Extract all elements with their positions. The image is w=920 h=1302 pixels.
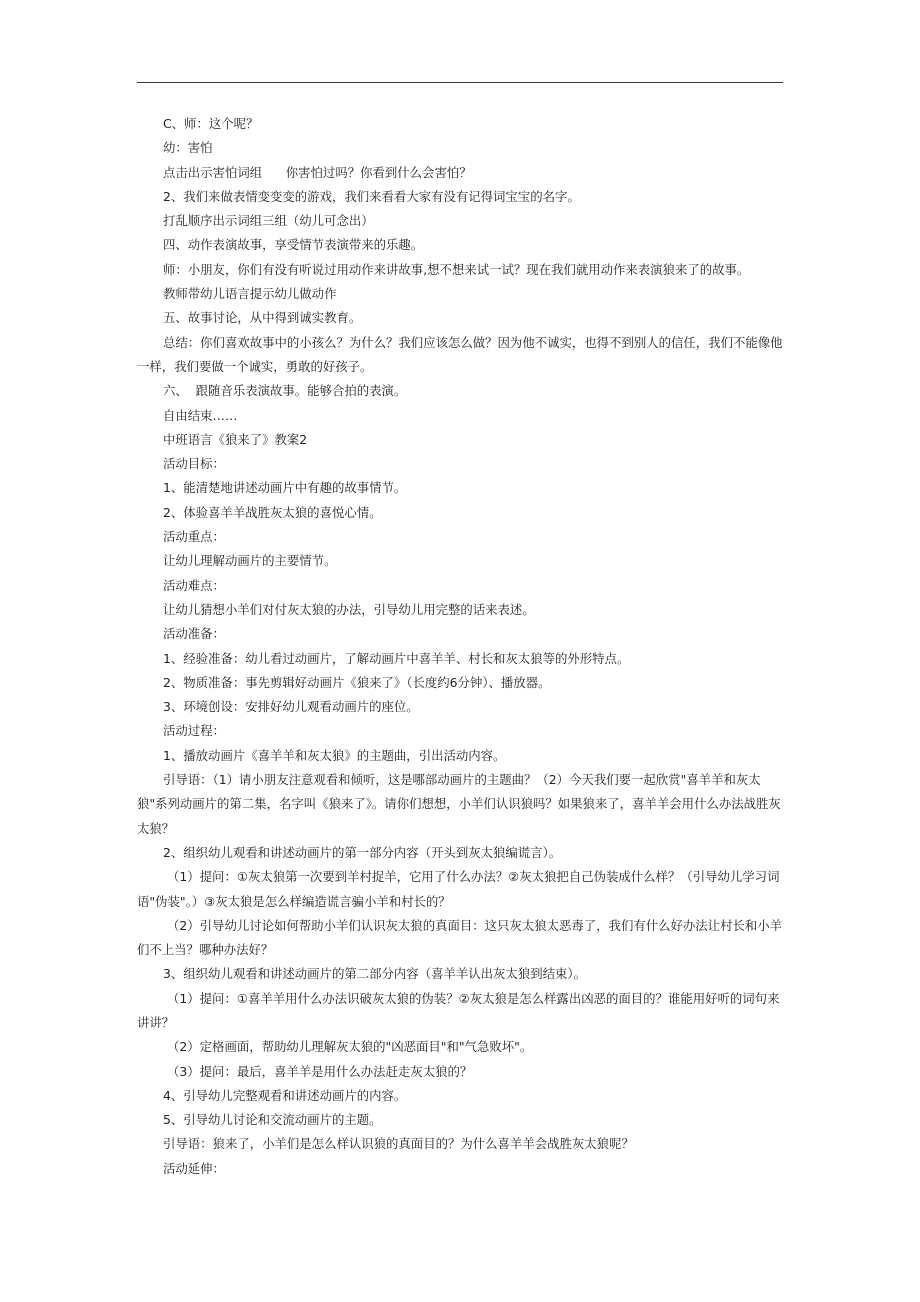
paragraph: 师：小朋友，你们有没有听说过用动作来讲故事,想不想来试一试？现在我们就用动作来表演狼来了的故事。 bbox=[163, 261, 750, 277]
paragraph: 四、动作表演故事，享受情节表演带来的乐趣。 bbox=[163, 237, 424, 253]
paragraph: 引导语：（1）请小朋友注意观看和倾听，这是哪部动画片的主题曲？（2）今天我们要一起欣赏"喜羊羊和灰太狼"系列动画片的第二集，名字叫《狼来了》。请你们想想，小羊们认识狼吗？如果狼来了，喜羊羊会用什么办法战胜灰太狼？ bbox=[137, 772, 781, 836]
paragraph: 总结：你们喜欢故事中的小孩么？为什么？我们应该怎么做？因为他不诚实，也得不到别人的信任，我们不能像他一样，我们要做一个诚实，勇敢的好孩子。 bbox=[137, 334, 783, 374]
paragraph: 5、引导幼儿讨论和交流动画片的主题。 bbox=[163, 1112, 382, 1128]
paragraph: 活动延伸： bbox=[163, 1160, 225, 1176]
paragraph: 活动准备： bbox=[163, 626, 225, 642]
paragraph: 3、组织幼儿观看和讲述动画片的第二部分内容（喜羊羊认出灰太狼到结束）。 bbox=[163, 966, 586, 982]
paragraph: 活动难点： bbox=[163, 577, 225, 593]
paragraph: 2、体验喜羊羊战胜灰太狼的喜悦心情。 bbox=[163, 504, 382, 520]
paragraph: 引导语：狼来了，小羊们是怎么样认识狼的真面目的？为什么喜羊羊会战胜灰太狼呢？ bbox=[163, 1136, 634, 1152]
paragraph: 1、播放动画片《喜羊羊和灰太狼》的主题曲，引出活动内容。 bbox=[163, 747, 506, 763]
paragraph: 中班语言《狼来了》教案2 bbox=[163, 431, 308, 447]
paragraph: （1）提问：①灰太狼第一次要到羊村捉羊，它用了什么办法？②灰太狼把自己伪装成什么样？（引导幼儿学习词语"伪装"。）③灰太狼是怎么样编造谎言骗小羊和村长的？ bbox=[137, 869, 780, 909]
paragraph: 自由结束…… bbox=[163, 407, 238, 423]
paragraph: 2、我们来做表情变变变的游戏，我们来看看大家有没有记得词宝宝的名字。 bbox=[163, 188, 580, 204]
paragraph: 让幼儿猜想小羊们对付灰太狼的办法，引导幼儿用完整的话来表述。 bbox=[163, 601, 535, 617]
paragraph: 活动目标： bbox=[163, 456, 225, 472]
paragraph: （2）定格画面，帮助幼儿理解灰太狼的"凶恶面目"和"气急败坏"。 bbox=[167, 1039, 533, 1055]
paragraph: C、师：这个呢？ bbox=[163, 116, 259, 131]
paragraph: 教师带幼儿语言提示幼儿做动作 bbox=[163, 286, 337, 302]
paragraph: 点击出示害怕词组 你害怕过吗？你看到什么会害怕？ bbox=[163, 164, 472, 180]
document-body bbox=[137, 112, 783, 1181]
paragraph: 幼：害怕 bbox=[163, 140, 213, 156]
paragraph: 1、能清楚地讲述动画片中有趣的故事情节。 bbox=[163, 480, 407, 496]
header-rule bbox=[137, 82, 783, 83]
paragraph: 4、引导幼儿完整观看和讲述动画片的内容。 bbox=[163, 1087, 407, 1103]
paragraph: 1、经验准备：幼儿看过动画片，了解动画片中喜羊羊、村长和灰太狼等的外形特点。 bbox=[163, 650, 630, 666]
paragraph: （2）引导幼儿讨论如何帮助小羊们认识灰太狼的真面目：这只灰太狼太恶毒了，我们有什么好办法让村长和小羊们不上当？哪种办法好？ bbox=[137, 917, 783, 958]
paragraph: 六、 跟随音乐表演故事。能够合拍的表演。 bbox=[163, 383, 407, 399]
paragraph: （1）提问：①喜羊羊用什么办法识破灰太狼的伪装？②灰太狼是怎么样露出凶恶的面目的？谁能用好听的词句来讲讲？ bbox=[137, 990, 780, 1030]
paragraph: 五、故事讨论，从中得到诚实教育。 bbox=[163, 310, 362, 326]
paragraph: （3）提问：最后，喜羊羊是用什么办法赶走灰太狼的？ bbox=[167, 1063, 473, 1079]
paragraph: 3、环境创设：安排好幼儿观看动画片的座位。 bbox=[163, 699, 419, 715]
paragraph: 2、物质准备：事先剪辑好动画片《狼来了》（长度约6分钟）、播放器。 bbox=[163, 674, 551, 690]
paragraph: 活动重点： bbox=[163, 529, 225, 545]
paragraph: 活动过程： bbox=[163, 723, 225, 739]
paragraph: 2、组织幼儿观看和讲述动画片的第一部分内容（开头到灰太狼编谎言）。 bbox=[163, 844, 562, 860]
paragraph: 打乱顺序出示词组三组（幼儿可念出） bbox=[163, 213, 374, 229]
paragraph: 让幼儿理解动画片的主要情节。 bbox=[163, 553, 337, 569]
